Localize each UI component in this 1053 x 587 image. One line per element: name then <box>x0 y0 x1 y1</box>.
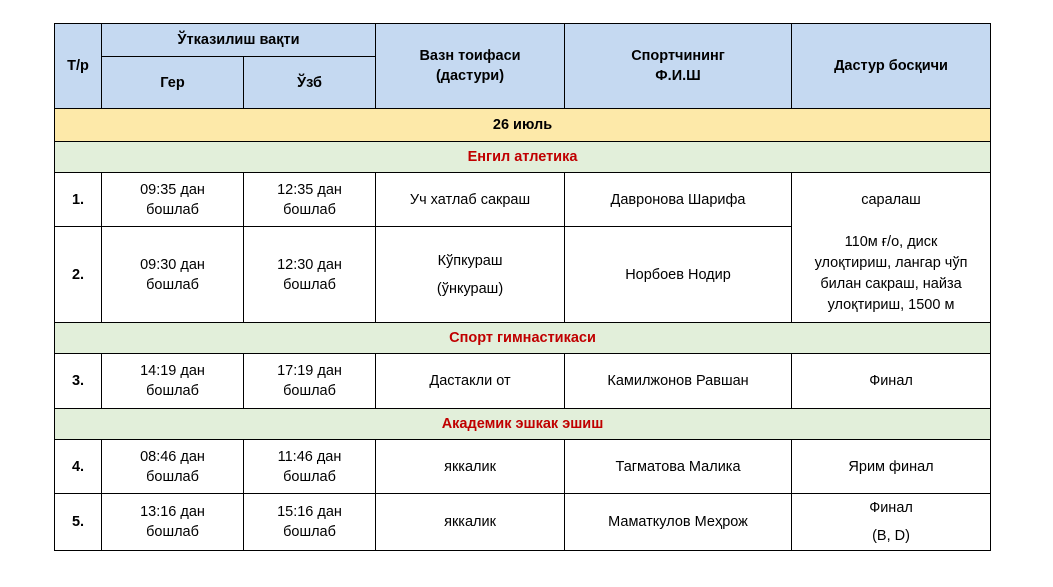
row-number: 4. <box>55 440 102 494</box>
sport-label: Енгил атлетика <box>55 142 991 173</box>
uzb-time-line: бошлаб <box>283 524 336 540</box>
date-row <box>55 109 991 142</box>
sport-label: Академик эшкак эшиш <box>55 409 991 440</box>
athlete-name: Маматкулов Меҳрож <box>565 494 792 551</box>
uzb-time <box>244 494 376 551</box>
uzb-time-line: бошлаб <box>283 201 336 218</box>
ger-time-line: 13:16 дан <box>140 504 205 520</box>
ger-time <box>102 440 244 494</box>
header-athlete-name <box>565 24 792 109</box>
stage-line: (B, D) <box>872 528 910 544</box>
uzb-time-line: 12:30 дан <box>277 256 342 273</box>
header-num: Т/р <box>55 24 102 109</box>
table-row <box>55 227 991 323</box>
ger-time <box>102 494 244 551</box>
row-number: 1. <box>55 173 102 227</box>
weight-category <box>376 494 565 551</box>
header-uzb: Ўзб <box>244 57 376 109</box>
ger-time-line: бошлаб <box>146 524 199 540</box>
header-athlete-line-1: Спортчининг <box>631 48 725 64</box>
ger-time-line: 08:46 дан <box>140 448 205 465</box>
ger-time <box>102 173 244 227</box>
weight-line: Дастакли от <box>429 373 511 389</box>
athlete-name: Давронова Шарифа <box>565 173 792 227</box>
row-number: 2. <box>55 227 102 323</box>
uzb-time-line: бошлаб <box>283 383 336 399</box>
weight-category <box>376 440 565 494</box>
weight-category <box>376 354 565 409</box>
uzb-time <box>244 354 376 409</box>
weight-line: Кўпкураш <box>437 252 503 269</box>
uzb-time-line: 17:19 дан <box>277 363 342 379</box>
stage-line: саралаш <box>861 191 921 208</box>
table-row <box>55 494 991 551</box>
weight-line: (ўнкураш) <box>436 280 504 297</box>
stage-line: улоқтириш, лангар чўп <box>814 255 968 272</box>
uzb-time-line: бошлаб <box>283 276 336 293</box>
athlete-name: Тагматова Малика <box>565 440 792 494</box>
uzb-time <box>244 227 376 323</box>
ger-time-line: бошлаб <box>146 383 199 399</box>
weight-category <box>376 227 565 323</box>
table-row <box>55 440 991 494</box>
stage-line: 110м ғ/о, диск <box>844 234 938 251</box>
stage-line: Ярим финал <box>848 458 934 475</box>
stage-line: билан сакраш, найза <box>820 276 962 293</box>
table-row <box>55 354 991 409</box>
program-stage <box>792 173 991 227</box>
row-number: 5. <box>55 494 102 551</box>
sport-row <box>55 323 991 354</box>
stage-line: Финал <box>869 373 913 389</box>
weight-line: яккалик <box>444 458 496 475</box>
weight-category <box>376 173 565 227</box>
table-row <box>55 173 991 227</box>
weight-line: яккалик <box>444 514 496 530</box>
ger-time-line: 09:30 дан <box>140 256 205 273</box>
program-stage <box>792 227 991 323</box>
program-stage <box>792 440 991 494</box>
uzb-time-line: 12:35 дан <box>277 181 342 198</box>
athlete-name: Норбоев Нодир <box>565 227 792 323</box>
sport-row <box>55 142 991 173</box>
uzb-time-line: 11:46 дан <box>277 448 342 465</box>
header-time-group: Ўтказилиш вақти <box>102 24 376 57</box>
sport-label: Спорт гимнастикаси <box>55 323 991 354</box>
uzb-time <box>244 440 376 494</box>
ger-time <box>102 227 244 323</box>
program-stage <box>792 354 991 409</box>
stage-line: Финал <box>869 500 913 516</box>
stage-line: улоқтириш, 1500 м <box>827 297 955 314</box>
schedule-table <box>54 23 991 551</box>
ger-time-line: 09:35 дан <box>140 181 205 198</box>
athlete-name: Камилжонов Равшан <box>565 354 792 409</box>
header-weight-line-2: (дастури) <box>435 68 505 84</box>
date-label: 26 июль <box>55 109 991 142</box>
header-ger: Гер <box>102 57 244 109</box>
ger-time-line: бошлаб <box>146 468 199 485</box>
ger-time-line: бошлаб <box>146 276 199 293</box>
sport-row <box>55 409 991 440</box>
header-row-top <box>55 24 991 57</box>
header-weight-line-1: Вазн тоифаси <box>419 48 521 64</box>
header-weight-category <box>376 24 565 109</box>
header-athlete-line-2: Ф.И.Ш <box>655 68 701 84</box>
uzb-time-line: бошлаб <box>283 468 336 485</box>
uzb-time-line: 15:16 дан <box>277 504 342 520</box>
ger-time-line: бошлаб <box>146 201 199 218</box>
header-program-stage: Дастур босқичи <box>792 24 991 109</box>
program-stage <box>792 494 991 551</box>
ger-time <box>102 354 244 409</box>
ger-time-line: 14:19 дан <box>140 363 205 379</box>
uzb-time <box>244 173 376 227</box>
row-number: 3. <box>55 354 102 409</box>
weight-line: Уч хатлаб сакраш <box>409 191 531 208</box>
